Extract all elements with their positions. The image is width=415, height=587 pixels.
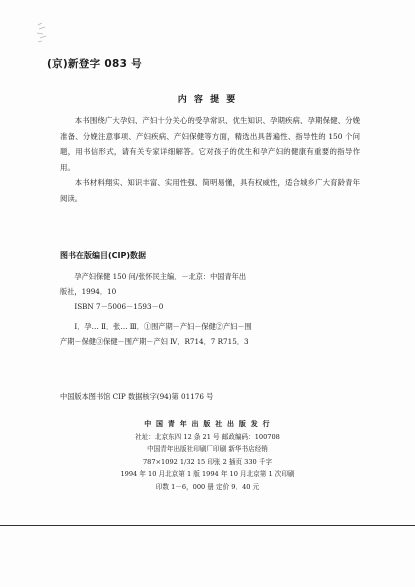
imprint-block <box>0 418 415 494</box>
abstract-paragraph: 本书材料翔实、知识丰富、实用性强、简明易懂，具有权威性，适合城乡广大育龄青年阅读。 <box>60 178 360 203</box>
abstract-title: 内 容 提 要 <box>177 95 238 105</box>
cip-core-data: 中国版本图书馆 CIP 数据核字(94)第 01176 号 <box>60 392 214 401</box>
cip-title: 图书在版编目(CIP)数据 <box>60 251 147 260</box>
cip-classification-line: Ⅰ．孕… Ⅱ．张… Ⅲ．①围产期－产妇－保健②产妇－围 <box>74 322 252 332</box>
cip-record <box>60 270 360 350</box>
abstract-body <box>60 113 360 207</box>
cip-entry-line: 孕产妇保健 150 问/张怀民主编．－北京：中国青年出 <box>74 272 247 281</box>
imprint-format: 787×1092 1/32 15 印张 2 插页 330 千字 <box>142 457 273 466</box>
imprint-address: 社址：北京东四 12 条 21 号 邮政编码：100708 <box>135 432 280 441</box>
bottom-rule-divider <box>0 525 415 526</box>
imprint-print-run: 印数 1－6，000 册 定价 9．40 元 <box>155 482 260 491</box>
cip-isbn: ISBN 7－5006－1593－0 <box>74 301 164 311</box>
cip-classification-line: 产期－保健③保健－围产期－产妇 Ⅳ．R714．7 R715．3 <box>60 337 249 347</box>
imprint-printer: 中国青年出版社印刷厂印刷 新华书店经销 <box>147 445 268 454</box>
imprint-publisher: 中 国 青 年 出 版 社 出 版 发 行 <box>144 419 271 428</box>
cip-entry-line: 版社，1994．10 <box>60 286 117 296</box>
imprint-edition: 1994 年 10 月北京第 1 版 1994 年 10 月北京第 1 次印刷 <box>120 470 295 479</box>
registration-number: (京)新登字 083 号 <box>47 58 142 70</box>
paper-smudge-mark <box>36 22 50 44</box>
abstract-paragraph: 本书围绕广大孕妇、产妇十分关心的受孕常识、优生知识、孕期疾病、孕期保健、分娩准备、分娩注意事项、产妇疾病、产妇保健等方面，精选出具普遍性、指导性的 150 个问题，用书信形式，请有关专家详细解答。它对孩子的优生和孕产妇的健康有重要的指导作用。 <box>60 116 360 172</box>
